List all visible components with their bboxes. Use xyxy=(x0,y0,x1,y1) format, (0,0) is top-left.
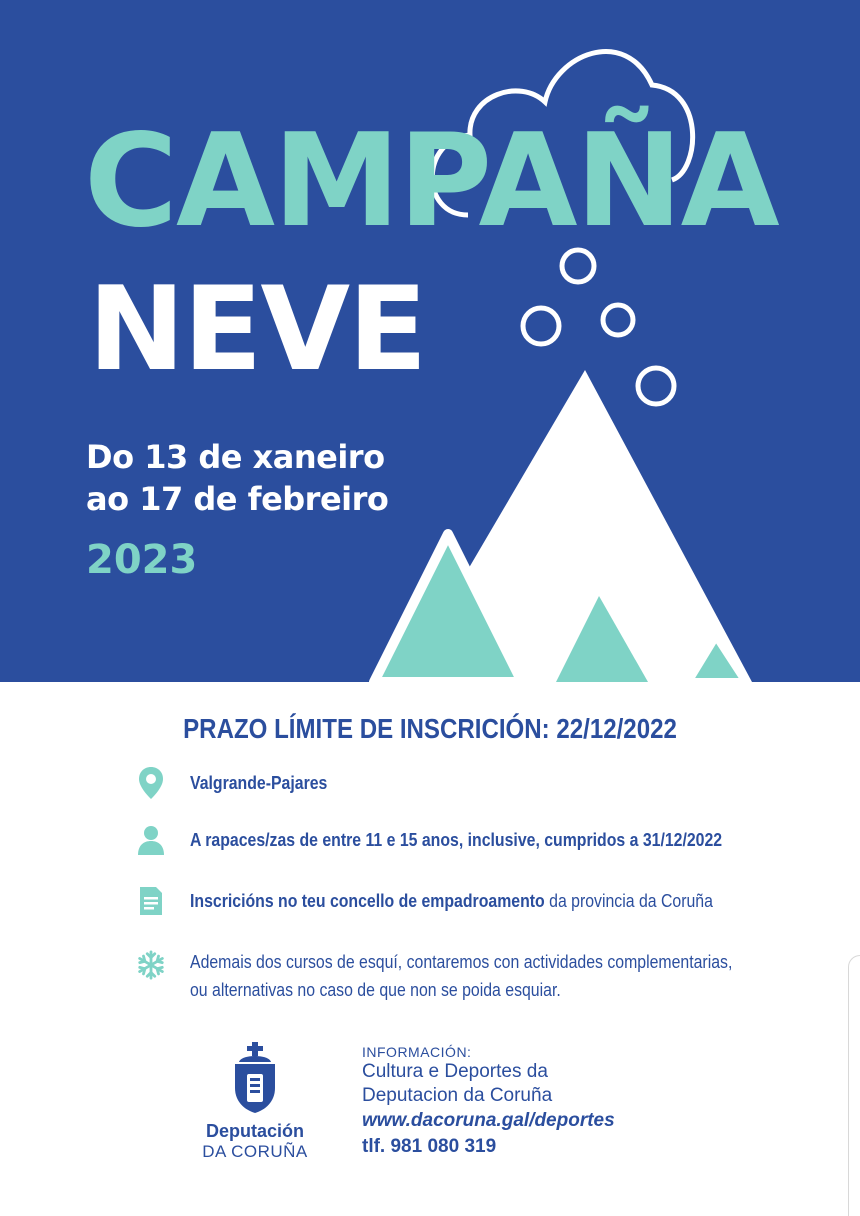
dates-start: Do 13 de xaneiro xyxy=(86,438,385,476)
activities-line2: ou alternativas no caso de que non se poida esquiar. xyxy=(190,980,561,1000)
info-website-link[interactable]: www.dacoruna.gal/deportes xyxy=(362,1110,615,1131)
location-pin-icon xyxy=(136,766,166,800)
card-edge xyxy=(848,955,860,1216)
detail-age xyxy=(136,823,795,857)
event-year: 2023 xyxy=(86,537,198,583)
coat-of-arms-icon xyxy=(231,1042,279,1114)
title-campana: CAMPAÑA xyxy=(84,107,778,256)
event-dates xyxy=(86,436,388,520)
registration-text xyxy=(190,891,713,912)
logo-name-line1: Deputación xyxy=(205,1121,304,1141)
detail-registration xyxy=(136,884,784,918)
contact-info xyxy=(362,1044,615,1160)
deputacion-logo xyxy=(200,1042,310,1162)
registration-text-normal: da provincia da Coruña xyxy=(549,890,713,911)
activities-text xyxy=(190,948,732,1004)
registration-text-bold: Inscricións no teu concello de empadroamento xyxy=(190,890,545,911)
location-text: Valgrande-Pajares xyxy=(190,772,328,793)
info-department-line2: Deputacion da Coruña xyxy=(362,1085,553,1106)
snowball-icon xyxy=(638,368,674,404)
activities-line1: Ademais dos cursos de esquí, contaremos con actividades complementarias, xyxy=(190,952,733,972)
registration-deadline: PRAZO LÍMITE DE INSCRICIÓN: 22/12/2022 xyxy=(183,713,677,744)
info-department-line1: Cultura e Deportes da xyxy=(362,1061,548,1082)
info-label: INFORMACIÓN: xyxy=(362,1044,472,1060)
title-neve: NEVE xyxy=(88,262,426,397)
detail-activities xyxy=(136,948,806,1004)
snowball-icon xyxy=(603,305,633,335)
document-icon xyxy=(136,884,166,918)
info-phone[interactable]: tlf. 981 080 319 xyxy=(362,1136,497,1157)
snowball-icon xyxy=(523,308,559,344)
detail-location xyxy=(136,766,346,800)
snowflake-icon xyxy=(136,948,166,982)
logo-name-line2: DA CORUÑA xyxy=(202,1142,308,1161)
person-icon xyxy=(136,823,166,857)
dates-end: ao 17 de febreiro xyxy=(86,480,389,518)
age-text: A rapaces/zas de entre 11 e 15 anos, inclusive, cumpridos a 31/12/2022 xyxy=(190,829,723,850)
